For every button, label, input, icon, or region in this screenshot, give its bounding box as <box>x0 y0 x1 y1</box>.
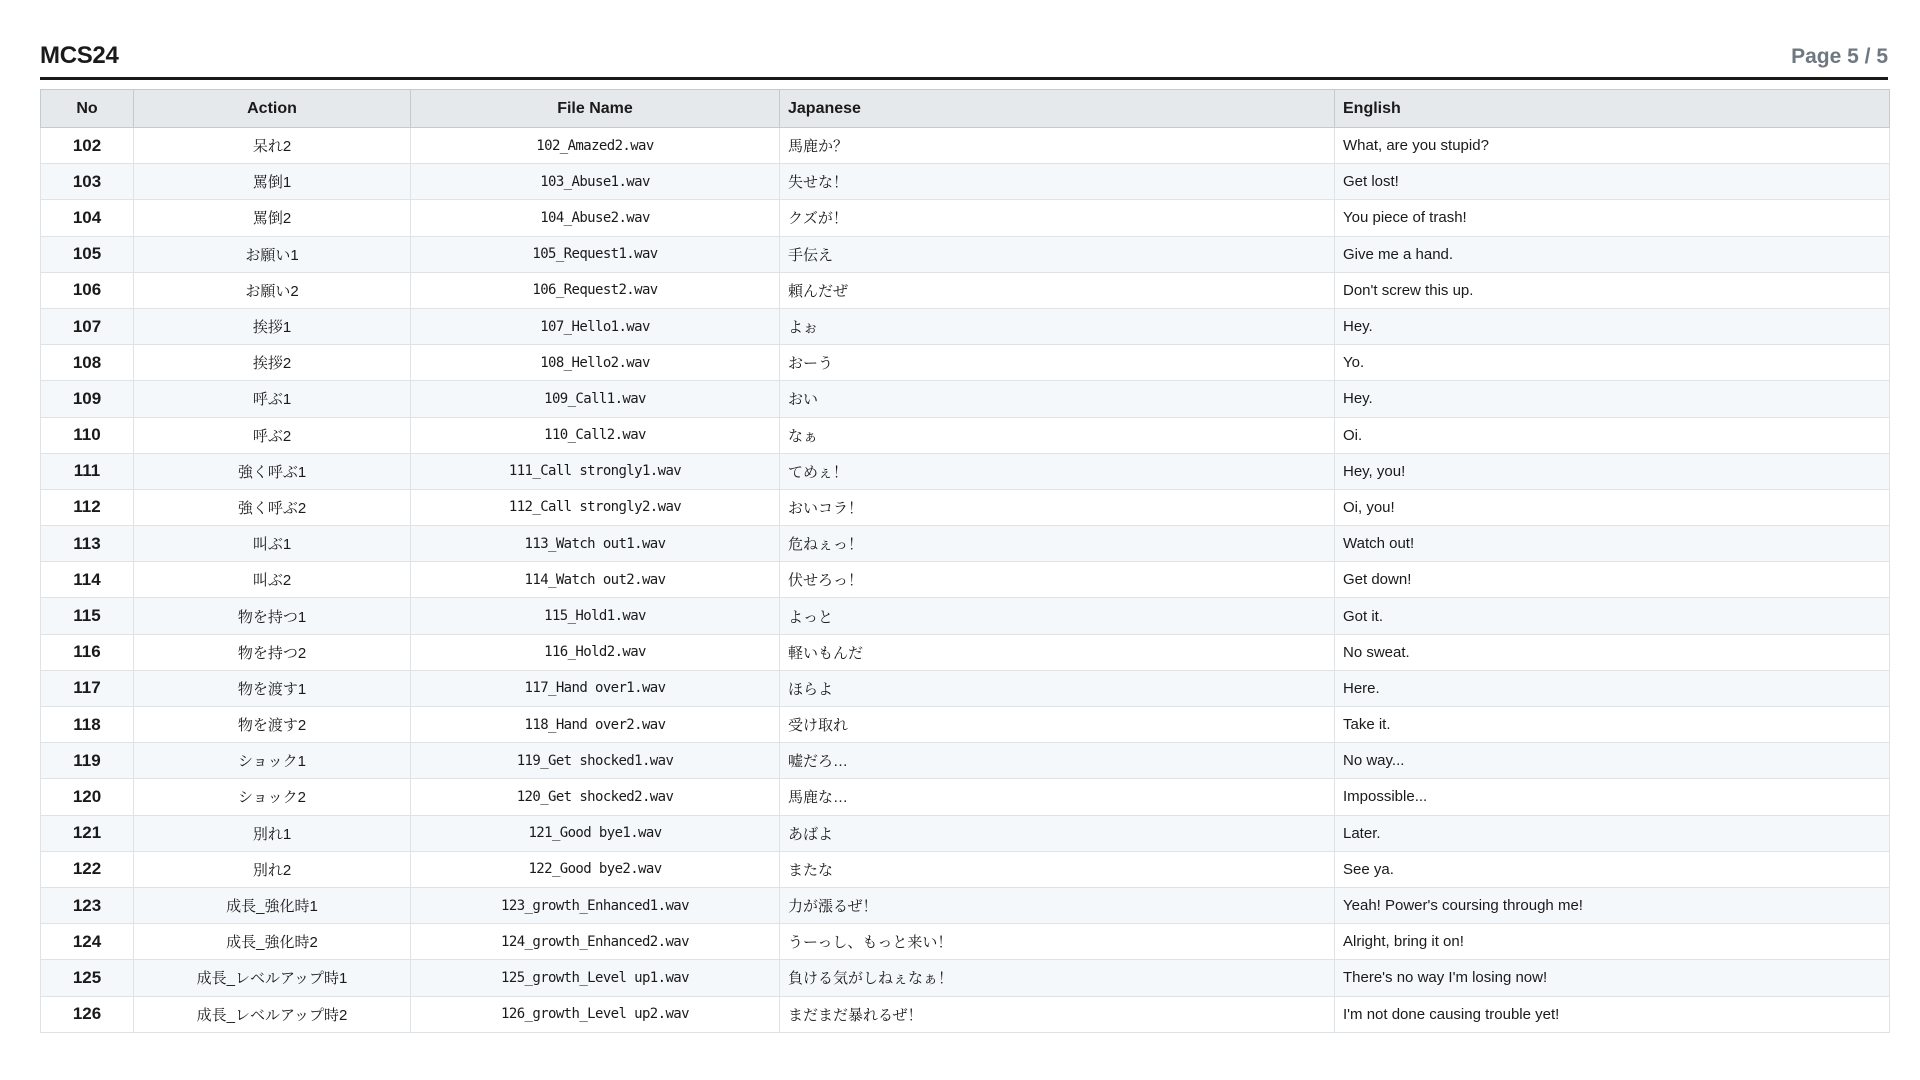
cell-action: お願い1 <box>134 236 411 272</box>
cell-english: Hey. <box>1335 381 1890 417</box>
cell-no: 121 <box>41 815 134 851</box>
cell-english: You piece of trash! <box>1335 200 1890 236</box>
cell-japanese: うーっし、もっと来い！ <box>780 924 1335 960</box>
cell-japanese: またな <box>780 851 1335 887</box>
cell-file-name: 103_Abuse1.wav <box>411 164 780 200</box>
table-row <box>41 200 1890 236</box>
table-row <box>41 381 1890 417</box>
table-row <box>41 996 1890 1032</box>
cell-action: 挨拶1 <box>134 308 411 344</box>
cell-file-name: 109_Call1.wav <box>411 381 780 417</box>
cell-no: 110 <box>41 417 134 453</box>
cell-english: Oi. <box>1335 417 1890 453</box>
table-row <box>41 670 1890 706</box>
cell-english: No sweat. <box>1335 634 1890 670</box>
cell-english: Take it. <box>1335 707 1890 743</box>
cell-no: 107 <box>41 308 134 344</box>
cell-japanese: 手伝え <box>780 236 1335 272</box>
table-body <box>41 128 1890 1033</box>
cell-no: 103 <box>41 164 134 200</box>
cell-file-name: 121_Good bye1.wav <box>411 815 780 851</box>
cell-no: 125 <box>41 960 134 996</box>
cell-no: 120 <box>41 779 134 815</box>
cell-english: What, are you stupid? <box>1335 128 1890 164</box>
cell-action: 別れ1 <box>134 815 411 851</box>
cell-english: There's no way I'm losing now! <box>1335 960 1890 996</box>
cell-no: 102 <box>41 128 134 164</box>
cell-no: 117 <box>41 670 134 706</box>
cell-no: 109 <box>41 381 134 417</box>
cell-no: 104 <box>41 200 134 236</box>
cell-action: 罵倒1 <box>134 164 411 200</box>
cell-action: 叫ぶ2 <box>134 562 411 598</box>
column-header-japanese: Japanese <box>780 90 1335 128</box>
column-header-file-name: File Name <box>411 90 780 128</box>
cell-action: 成長_強化時1 <box>134 887 411 923</box>
cell-action: 物を渡す2 <box>134 707 411 743</box>
page-header <box>40 36 1888 80</box>
cell-japanese: 危ねぇっ！ <box>780 526 1335 562</box>
cell-no: 112 <box>41 489 134 525</box>
cell-no: 114 <box>41 562 134 598</box>
table-row <box>41 851 1890 887</box>
cell-english: Hey. <box>1335 308 1890 344</box>
column-header-no: No <box>41 90 134 128</box>
cell-english: Impossible... <box>1335 779 1890 815</box>
table-row <box>41 779 1890 815</box>
cell-english: I'm not done causing trouble yet! <box>1335 996 1890 1032</box>
cell-english: Watch out! <box>1335 526 1890 562</box>
cell-action: 物を持つ1 <box>134 598 411 634</box>
cell-japanese: 伏せろっ！ <box>780 562 1335 598</box>
cell-english: Get down! <box>1335 562 1890 598</box>
cell-english: Got it. <box>1335 598 1890 634</box>
cell-no: 108 <box>41 345 134 381</box>
cell-english: Give me a hand. <box>1335 236 1890 272</box>
column-header-english: English <box>1335 90 1890 128</box>
cell-action: 強く呼ぶ2 <box>134 489 411 525</box>
cell-file-name: 106_Request2.wav <box>411 272 780 308</box>
cell-japanese: クズが！ <box>780 200 1335 236</box>
cell-japanese: 受け取れ <box>780 707 1335 743</box>
cell-action: 物を持つ2 <box>134 634 411 670</box>
table-row <box>41 272 1890 308</box>
cell-english: Get lost! <box>1335 164 1890 200</box>
table-row <box>41 453 1890 489</box>
cell-no: 115 <box>41 598 134 634</box>
cell-file-name: 113_Watch out1.wav <box>411 526 780 562</box>
cell-japanese: 力が漲るぜ！ <box>780 887 1335 923</box>
table-row <box>41 707 1890 743</box>
cell-japanese: よぉ <box>780 308 1335 344</box>
table-row <box>41 345 1890 381</box>
cell-japanese: 負ける気がしねぇなぁ！ <box>780 960 1335 996</box>
table-row <box>41 815 1890 851</box>
cell-no: 113 <box>41 526 134 562</box>
cell-file-name: 118_Hand over2.wav <box>411 707 780 743</box>
cell-japanese: おい <box>780 381 1335 417</box>
cell-action: 別れ2 <box>134 851 411 887</box>
cell-japanese: 失せな！ <box>780 164 1335 200</box>
document-title: MCS24 <box>40 42 119 69</box>
cell-no: 106 <box>41 272 134 308</box>
cell-japanese: なぁ <box>780 417 1335 453</box>
cell-file-name: 110_Call2.wav <box>411 417 780 453</box>
cell-japanese: おいコラ！ <box>780 489 1335 525</box>
cell-japanese: てめぇ！ <box>780 453 1335 489</box>
cell-action: 物を渡す1 <box>134 670 411 706</box>
cell-file-name: 125_growth_Level up1.wav <box>411 960 780 996</box>
cell-action: 成長_強化時2 <box>134 924 411 960</box>
cell-action: 挨拶2 <box>134 345 411 381</box>
cell-japanese: 馬鹿か？ <box>780 128 1335 164</box>
cell-no: 118 <box>41 707 134 743</box>
cell-action: 呆れ2 <box>134 128 411 164</box>
table-row <box>41 417 1890 453</box>
table-row <box>41 308 1890 344</box>
cell-no: 116 <box>41 634 134 670</box>
cell-file-name: 122_Good bye2.wav <box>411 851 780 887</box>
cell-file-name: 104_Abuse2.wav <box>411 200 780 236</box>
cell-no: 119 <box>41 743 134 779</box>
cell-file-name: 112_Call strongly2.wav <box>411 489 780 525</box>
cell-japanese: よっと <box>780 598 1335 634</box>
cell-japanese: 馬鹿な… <box>780 779 1335 815</box>
cell-file-name: 102_Amazed2.wav <box>411 128 780 164</box>
cell-english: Oi, you! <box>1335 489 1890 525</box>
cell-file-name: 111_Call strongly1.wav <box>411 453 780 489</box>
table-row <box>41 489 1890 525</box>
cell-action: 成長_レベルアップ時1 <box>134 960 411 996</box>
table-row <box>41 526 1890 562</box>
cell-english: Later. <box>1335 815 1890 851</box>
table-row <box>41 128 1890 164</box>
cell-english: See ya. <box>1335 851 1890 887</box>
cell-action: 罵倒2 <box>134 200 411 236</box>
cell-japanese: まだまだ暴れるぜ！ <box>780 996 1335 1032</box>
cell-file-name: 115_Hold1.wav <box>411 598 780 634</box>
cell-file-name: 107_Hello1.wav <box>411 308 780 344</box>
cell-japanese: おーう <box>780 345 1335 381</box>
cell-japanese: 軽いもんだ <box>780 634 1335 670</box>
cell-action: 呼ぶ1 <box>134 381 411 417</box>
cell-action: お願い2 <box>134 272 411 308</box>
table-row <box>41 598 1890 634</box>
cell-no: 126 <box>41 996 134 1032</box>
cell-file-name: 119_Get shocked1.wav <box>411 743 780 779</box>
table-row <box>41 236 1890 272</box>
table-row <box>41 887 1890 923</box>
page-indicator: Page 5 / 5 <box>1791 45 1888 68</box>
cell-japanese: ほらよ <box>780 670 1335 706</box>
cell-english: Yo. <box>1335 345 1890 381</box>
cell-file-name: 123_growth_Enhanced1.wav <box>411 887 780 923</box>
table-row <box>41 960 1890 996</box>
cell-english: Yeah! Power's coursing through me! <box>1335 887 1890 923</box>
cell-file-name: 105_Request1.wav <box>411 236 780 272</box>
cell-english: Hey, you! <box>1335 453 1890 489</box>
column-header-action: Action <box>134 90 411 128</box>
table-row <box>41 924 1890 960</box>
cell-file-name: 120_Get shocked2.wav <box>411 779 780 815</box>
cell-file-name: 117_Hand over1.wav <box>411 670 780 706</box>
table-row <box>41 562 1890 598</box>
cell-no: 111 <box>41 453 134 489</box>
cell-action: ショック1 <box>134 743 411 779</box>
cell-file-name: 124_growth_Enhanced2.wav <box>411 924 780 960</box>
cell-file-name: 126_growth_Level up2.wav <box>411 996 780 1032</box>
cell-file-name: 108_Hello2.wav <box>411 345 780 381</box>
cell-no: 122 <box>41 851 134 887</box>
voice-lines-table <box>40 89 1890 1033</box>
cell-japanese: あばよ <box>780 815 1335 851</box>
cell-no: 123 <box>41 887 134 923</box>
cell-action: 呼ぶ2 <box>134 417 411 453</box>
table-header-row <box>41 90 1890 128</box>
cell-action: ショック2 <box>134 779 411 815</box>
cell-action: 強く呼ぶ1 <box>134 453 411 489</box>
cell-english: No way... <box>1335 743 1890 779</box>
cell-english: Alright, bring it on! <box>1335 924 1890 960</box>
cell-japanese: 頼んだぜ <box>780 272 1335 308</box>
cell-no: 124 <box>41 924 134 960</box>
cell-file-name: 114_Watch out2.wav <box>411 562 780 598</box>
cell-action: 叫ぶ1 <box>134 526 411 562</box>
table-row <box>41 164 1890 200</box>
cell-english: Don't screw this up. <box>1335 272 1890 308</box>
table-row <box>41 634 1890 670</box>
cell-japanese: 嘘だろ… <box>780 743 1335 779</box>
cell-no: 105 <box>41 236 134 272</box>
cell-action: 成長_レベルアップ時2 <box>134 996 411 1032</box>
cell-file-name: 116_Hold2.wav <box>411 634 780 670</box>
table-row <box>41 743 1890 779</box>
cell-english: Here. <box>1335 670 1890 706</box>
